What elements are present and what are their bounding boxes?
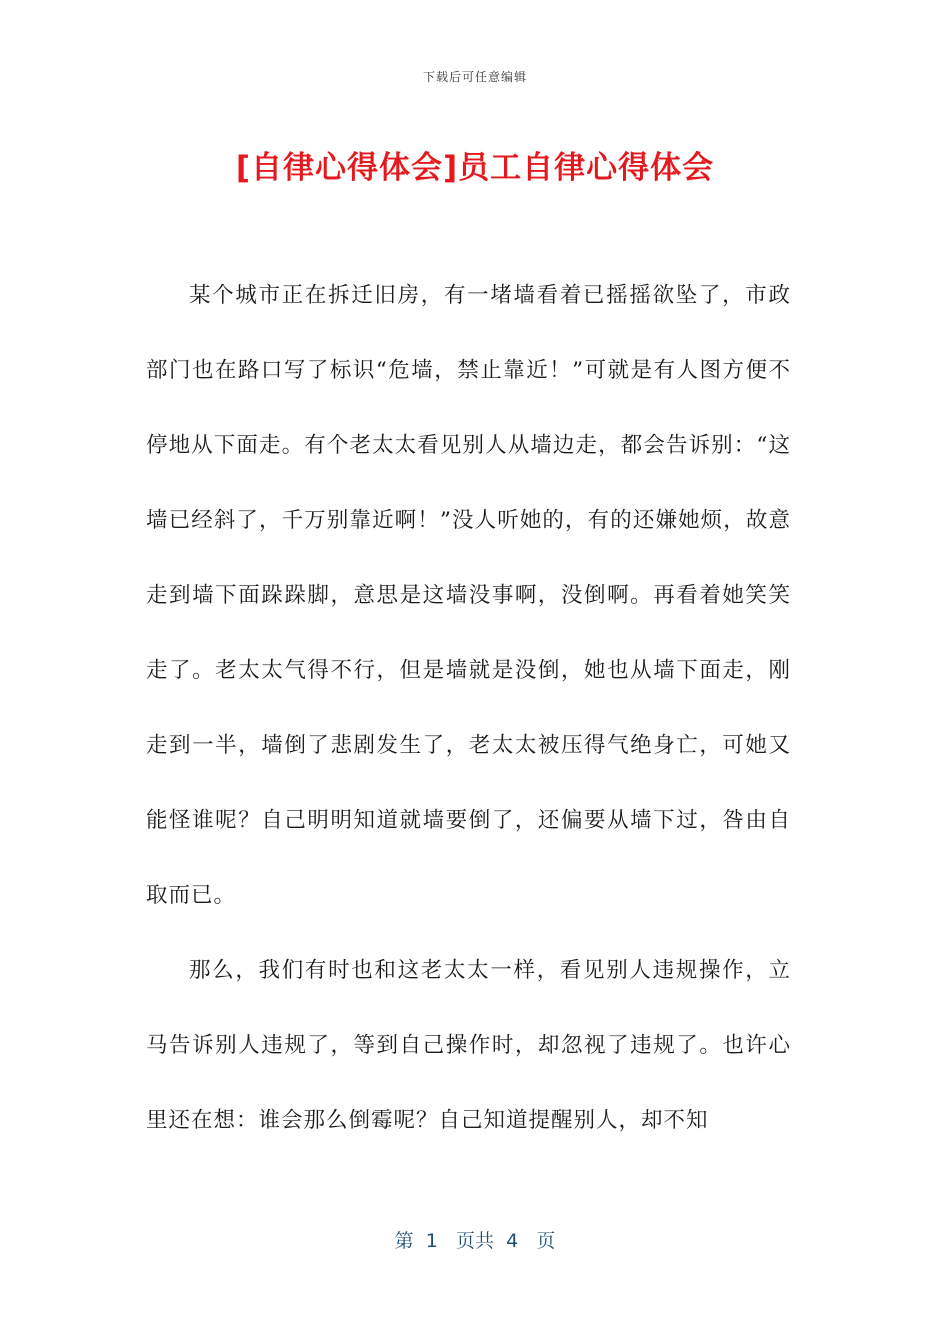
paragraph: 某个城市正在拆迁旧房，有一堵墙看着已摇摇欲坠了，市政部门也在路口写了标识“危墙，禁止靠近！”可就是有人图方便不停地从下面走。有个老太太看见别人从墙边走，都会告诉别：“这墙已经斜了，千万别靠近啊！”没人听她的，有的还嫌她烦，故意走到墙下面跺跺脚，意思是这墙没事啊，没倒啊。再看着她笑笑走了。老太太气得不行，但是墙就是没倒，她也从墙下面走，刚走到一半，墙倒了悲剧发生了，老太太被压得气绝身亡，可她又能怪谁呢？自己明明知道就墙要倒了，还偏要从墙下过，咎由自取而已。 xyxy=(146,283,791,908)
page-footer xyxy=(0,1226,950,1253)
header-note: 下载后可任意编辑 xyxy=(422,70,527,84)
document-body xyxy=(146,258,791,1158)
paragraph: 那么，我们有时也和这老太太一样，看见别人违规操作，立马告诉别人违规了，等到自己操作时，却忽视了违规了。也许心里还在想：谁会那么倒霉呢？自己知道提醒别人，却不知 xyxy=(146,958,791,1133)
footer-end-label: 页 xyxy=(536,1230,556,1252)
document-title: [自律心得体会]员工自律心得体会 xyxy=(235,150,715,186)
current-page-number: 1 xyxy=(425,1230,438,1252)
footer-page-label: 第 xyxy=(394,1230,414,1252)
total-pages-number: 4 xyxy=(506,1230,519,1252)
footer-total-label: 页共 xyxy=(455,1230,494,1252)
